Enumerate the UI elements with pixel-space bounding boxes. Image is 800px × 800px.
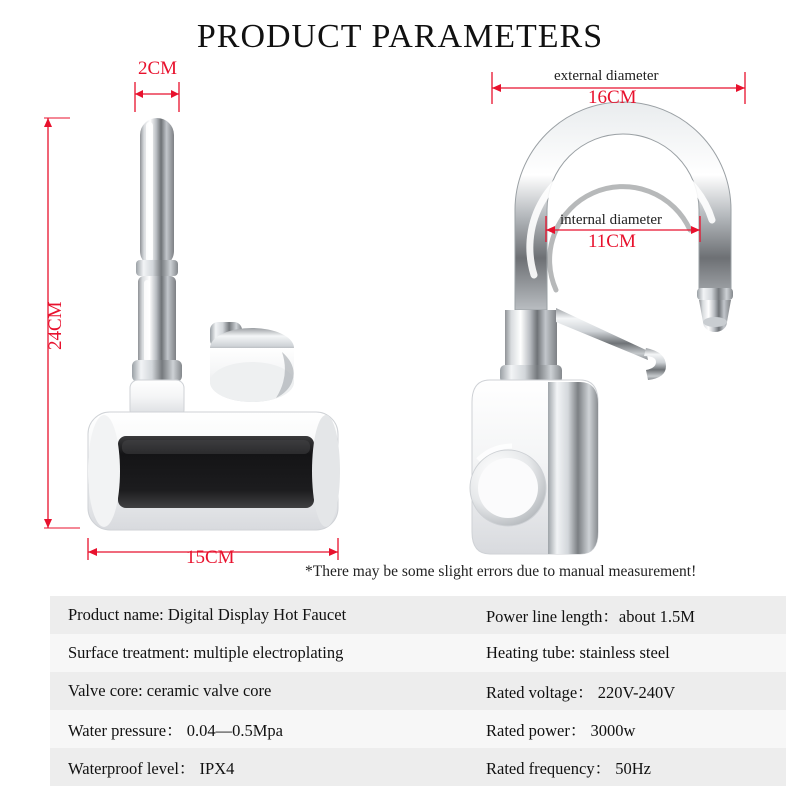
- table-row: [50, 596, 786, 634]
- spec-left: Waterproof level： IPX4: [50, 748, 468, 786]
- left-faucet-handle: [210, 322, 294, 402]
- internal-diameter-caption: internal diameter: [560, 212, 663, 228]
- spec-right: Heating tube: stainless steel: [468, 634, 786, 672]
- external-diameter-caption: external diameter: [554, 68, 659, 84]
- left-faucet-body: [88, 412, 340, 530]
- dimension-spout-width: [135, 82, 179, 112]
- table-row: [50, 710, 786, 748]
- spec-left: Product name: Digital Display Hot Faucet: [50, 596, 468, 634]
- dimension-height-label: 24CM: [45, 301, 66, 350]
- page-title: PRODUCT PARAMETERS: [196, 18, 604, 55]
- spec-right: Rated frequency： 50Hz: [468, 748, 786, 786]
- specifications-table: [50, 596, 786, 786]
- dimension-spout-width-label: 2CM: [138, 58, 178, 79]
- table-row: [50, 634, 786, 672]
- product-diagram: [0, 60, 800, 590]
- spec-right: Rated power： 3000w: [468, 710, 786, 748]
- spec-right: Rated voltage： 220V-240V: [468, 672, 786, 710]
- spec-left: Surface treatment: multiple electroplating: [50, 634, 468, 672]
- external-diameter-value: 16CM: [588, 87, 637, 108]
- measurement-note: *There may be some slight errors due to manual measurement!: [305, 563, 697, 580]
- dimension-base-width-label: 15CM: [186, 547, 235, 568]
- spec-left: Water pressure： 0.04—0.5Mpa: [50, 710, 468, 748]
- spec-right: Power line length：about 1.5M: [468, 596, 786, 634]
- left-faucet-spout: [130, 118, 184, 418]
- table-row: [50, 672, 786, 710]
- faucet-illustration-svg: [0, 60, 800, 590]
- right-faucet-body: [470, 380, 598, 554]
- internal-diameter-value: 11CM: [588, 231, 636, 252]
- spec-left: Valve core: ceramic valve core: [50, 672, 468, 710]
- table-row: [50, 748, 786, 786]
- right-faucet-lever: [500, 308, 666, 383]
